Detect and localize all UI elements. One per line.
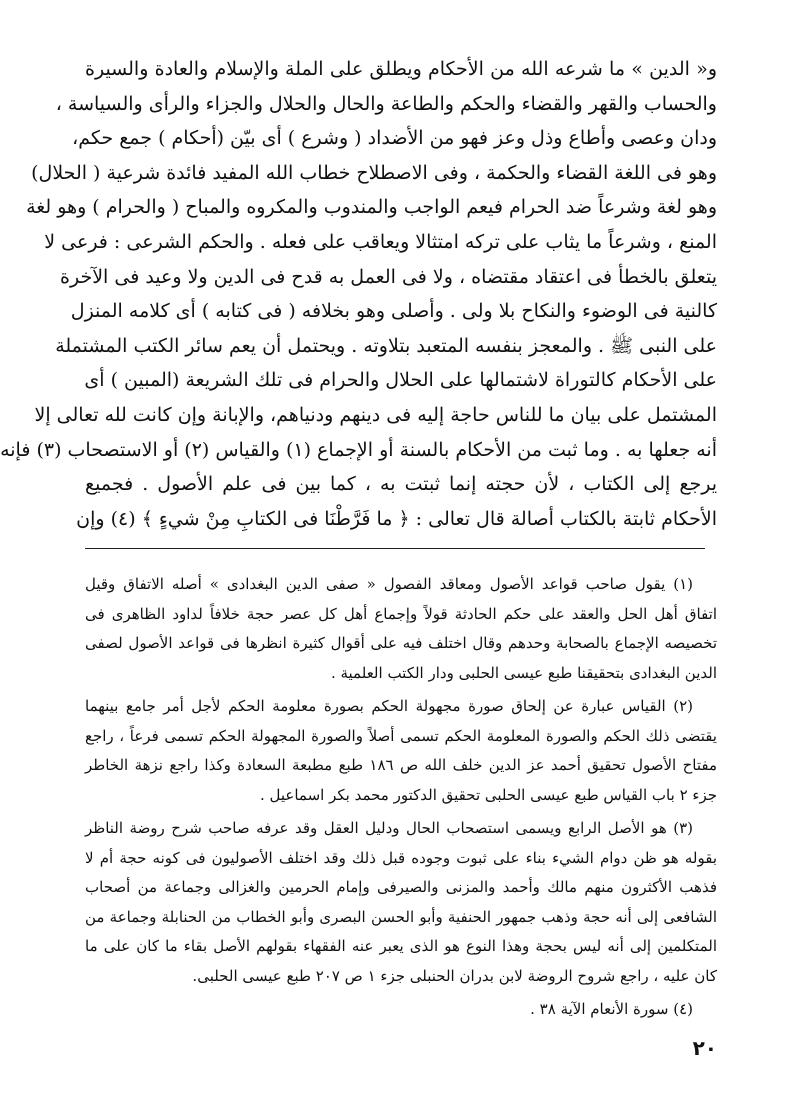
footnote-line: مفتاح الأصول تحقيق أحمد عز الدين خلف الله ص ١٨٦ طبع مطبعة السعادة وكذا راجع نزهة الخاطر (85, 756, 717, 774)
main-text-line: على النبى ﷺ . والمعجز بنفسه المتعبد بتلاوته . ويحتمل أن يعم سائر الكتب المشتملة (55, 334, 717, 357)
footnote-line: كان عليه ، راجع شروح الروضة لابن بدران الحنبلى جزء ١ ص ٢٠٧ طبع عيسى الحلبى. (192, 966, 717, 985)
main-text-block (0, 52, 717, 536)
footnote-line: فذهب الأكثرون منهم مالك وأحمد والمزنى والصيرفى وإمام الحرمين والغزالى وجماعة من أصحاب (85, 878, 717, 896)
footnote-line: الشافعى إلى أنه حجة وذهب جمهور الحنفية وأبو الحسن البصرى وأبو الخطاب من الحنابلة وجماعة من (85, 907, 717, 926)
main-text-line: على الأحكام كالتوراة لاشتمالها على الحلال والحرام فى تلك الشريعة (المبين ) أى (84, 369, 717, 392)
footnote-2 (85, 692, 717, 810)
main-text-line: وهو لغة وشرعاً ضد الحرام فيعم الواجب والمندوب والمكروه والمباح ( والحرام ) وهو لغة (26, 196, 717, 219)
footnote-line: يقتضى ذلك الحكم والصورة المعلومة الحكم تسمى أصلاً والصورة المجهولة الحكم تسمى فرعاً ، راجع (85, 726, 717, 745)
page-number: ٢٠ (692, 1036, 717, 1060)
main-text-line: يتعلق بالخطأ فى اعتقاد مقتضاه ، ولا فى العمل به قدح فى الدين ولا وعيد فى الآخرة (60, 265, 717, 288)
footnote-line: (١) يقول صاحب قواعد الأصول ومعاقد الفصول « صفى الدين البغدادى » أصله الاتفاق وقيل (85, 575, 693, 593)
book-page (0, 52, 717, 1060)
main-text-line: وهو فى اللغة القضاء والحكمة ، وفى الاصطلاح خطاب الله المفيد فائدة شرعية ( الحلال) (31, 161, 717, 184)
footnote-3 (85, 814, 717, 991)
footnote-line: المتكلمين إلى أنه ليس بحجة وهذا النوع هو الذى يعبر عنه الفقهاء بقولهم الأصل بقاء ما كان على ما (85, 937, 717, 955)
footnote-separator-rule (85, 548, 705, 549)
footnote-line: تخصيصه الإجماع بالصحابة وحدهم وقال اختلف فيه على أقوال كثيرة انظرها فى قواعد الأصول لصفى (85, 634, 717, 652)
main-text-line: والحساب والقهر والقضاء والحكم والطاعة والحال والحلال والجزاء والرأى والسياسة ، (55, 92, 717, 115)
footnote-line: اتفاق أهل الحل والعقد على حكم الحادثة قولاً وإجماع أهل كل عصر حجة خلافاً لداود الظاهرى فى (85, 604, 717, 623)
footnote-line: (٤) سورة الأنعام الآية ٣٨ . (530, 1000, 693, 1018)
footnote-line: (٣) هو الأصل الرابع ويسمى استصحاب الحال ودليل العقل وقد عرفه صاحب شرح روضة الناظر (85, 819, 693, 837)
main-text-line: ودان وعصى وأطاع وذل وعز فهو من الأضداد ( وشرع ) أى بيّن (أحكام ) جمع حكم، (72, 127, 717, 150)
main-text-line: المشتمل على بيان ما للناس حاجة إليه فى دينهم ودنياهم، والإبانة وإن كانت لله تعالى إلا (34, 403, 717, 426)
footnote-4 (85, 995, 717, 1025)
footnotes-section (85, 570, 717, 1029)
footnote-line: بقوله هو ظن دوام الشيء بناء على ثبوت وجوده قبل ذلك وقد اختلف الأصوليون فى كونه حجة أم لا (85, 848, 717, 867)
footnote-line: جزء ٢ باب القياس طبع عيسى الحلبى تحقيق الدكتور محمد بكر اسماعيل . (259, 785, 717, 804)
footnote-line: الدين البغدادى بتحقيقنا طبع عيسى الحلبى ودار الكتب العلمية . (330, 663, 717, 682)
main-text-line: أنه جعلها به . وما ثبت من الأحكام بالسنة أو الإجماع (١) والقياس (٢) أو الاستصحاب (٣) فإنه (0, 438, 717, 461)
main-text-line: كالنية فى الوضوء والنكاح بلا ولى . وأصلى وهو بخلافه ( فى كتابه ) أى كلامه المنزل (70, 300, 717, 323)
main-text-line: و« الدين » ما شرعه الله من الأحكام ويطلق على الملة والإسلام والعادة والسيرة (85, 58, 717, 80)
main-text-line: المنع ، وشرعاً ما يثاب على تركه امتثالا ويعاقب على فعله . والحكم الشرعى : فرعى لا (44, 230, 717, 253)
main-text-line: يرجع إلى الكتاب ، لأن حجته إنما ثبتت به ، كما بين فى علم الأصول . فجميع (85, 473, 717, 496)
footnote-1 (85, 570, 717, 688)
footnote-line: (٢) القياس عبارة عن إلحاق صورة مجهولة الحكم بصورة معلومة الحكم لأجل أمر جامع بينهما (85, 697, 693, 715)
main-text-line: الأحكام ثابتة بالكتاب أصالة قال تعالى : ﴿ ما فَرَّطْنَا فى الكتابِ مِنْ شيءٍ ﴾ (٤) وإن (76, 507, 717, 530)
